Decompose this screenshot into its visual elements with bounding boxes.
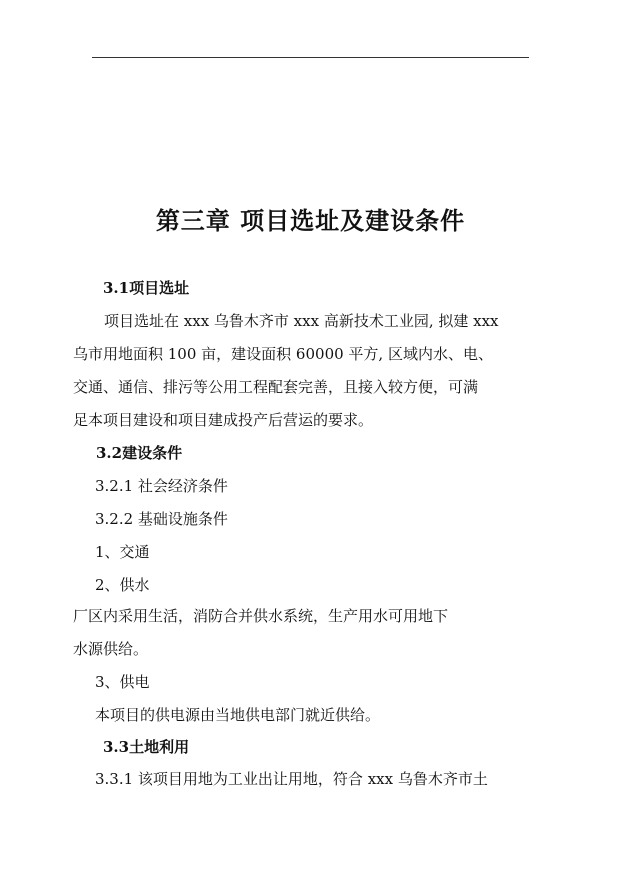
list-item-water-supply: 2、供水 [95, 576, 150, 594]
list-item-transport: 1、交通 [95, 543, 150, 561]
paragraph-line: 项目选址在 xxx 乌鲁木齐市 xxx 高新技术工业园, 拟建 xxx [104, 312, 499, 330]
subsection-3-2-1: 3.2.1 社会经济条件 [95, 477, 228, 495]
section-3-1-heading: 3.1项目选址 [103, 279, 190, 297]
paragraph-line: 交通、通信、排污等公用工程配套完善，且接入较方便，可满 [73, 378, 479, 396]
paragraph-line: 足本项目建设和项目建成投产后营运的要求。 [73, 411, 374, 429]
section-3-3-heading: 3.3土地利用 [103, 738, 190, 756]
subsection-3-2-2: 3.2.2 基础设施条件 [95, 510, 228, 528]
water-supply-text: 厂区内采用生活，消防合并供水系统，生产用水可用地下 [73, 607, 449, 625]
subsection-3-3-1: 3.3.1 该项目用地为工业出让用地，符合 xxx 乌鲁木齐市土 [95, 770, 488, 788]
chapter-title: 第三章 项目选址及建设条件 [155, 206, 466, 235]
paragraph-line: 乌市用地面积 100 亩，建设面积 60000 平方, 区域内水、电、 [73, 345, 493, 363]
section-3-2-heading: 3.2建设条件 [96, 444, 183, 462]
header-rule [92, 57, 529, 58]
water-supply-text: 水源供给。 [73, 640, 149, 658]
power-supply-text: 本项目的供电源由当地供电部门就近供给。 [95, 706, 381, 724]
list-item-power-supply: 3、供电 [95, 673, 150, 691]
